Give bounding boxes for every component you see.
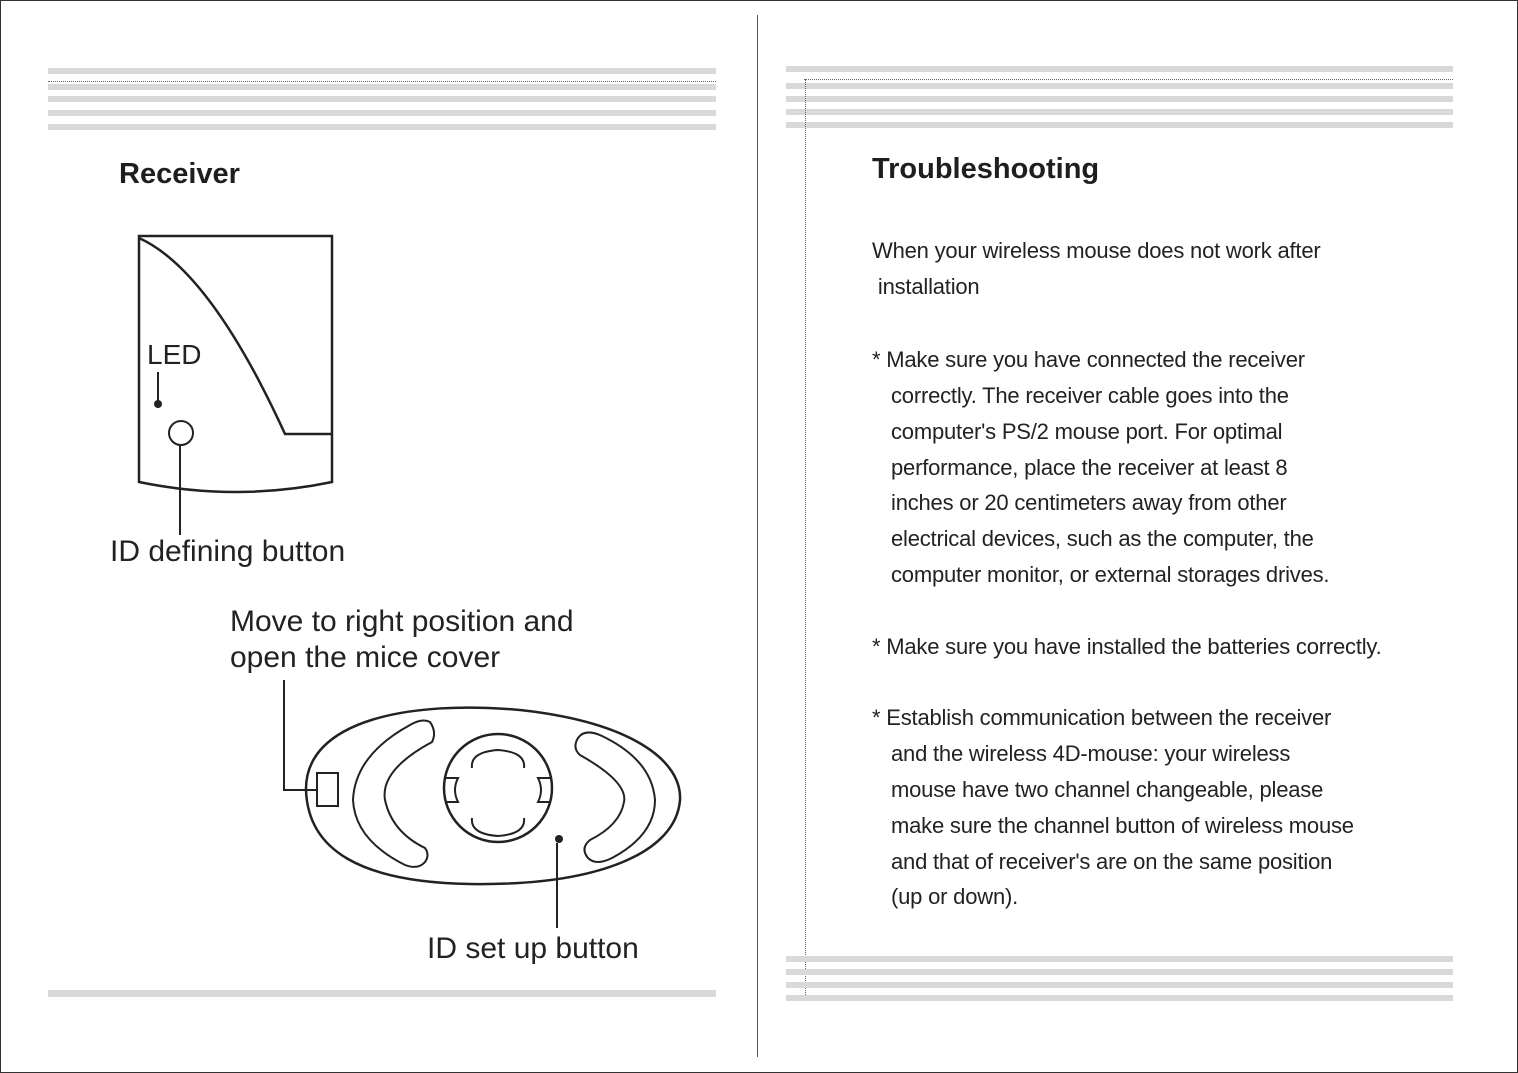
battery-cover-inner-top [472, 750, 524, 768]
id-setup-button-label: ID set up button [427, 932, 639, 965]
item-line: computer's PS/2 mouse port. For optimal [891, 419, 1283, 444]
item-line: electrical devices, such as the computer, the [891, 526, 1314, 551]
item-line: * Establish communication between the receiver [872, 705, 1332, 730]
move-instruction-line1: Move to right position and [230, 605, 574, 638]
receiver-title: Receiver [119, 158, 240, 190]
item-line: (up or down). [891, 884, 1019, 909]
battery-cover-inner-bottom [472, 818, 524, 836]
troubleshooting-title: Troubleshooting [872, 153, 1100, 185]
channel-switch [317, 773, 338, 806]
move-instruction-line2: open the mice cover [230, 641, 501, 674]
item-line: make sure the channel button of wireless mouse [891, 813, 1354, 838]
right-margin-dotted-line [805, 79, 806, 1001]
led-label: LED [147, 339, 202, 370]
item-line: inches or 20 centimeters away from other [891, 490, 1287, 515]
intro-line: When your wireless mouse does not work after [872, 238, 1321, 263]
item-line: correctly. The receiver cable goes into the [891, 383, 1289, 408]
intro-line: installation [872, 274, 980, 299]
right-slot [575, 732, 655, 862]
id-defining-button-circle [169, 421, 193, 445]
item-line: performance, place the receiver at least 8 [891, 455, 1288, 480]
battery-cover-tab-right [538, 778, 550, 802]
item-line: * Make sure you have connected the receiver [872, 347, 1305, 372]
item-line: computer monitor, or external storages drives. [891, 562, 1330, 587]
item-line: and that of receiver's are on the same position [891, 849, 1333, 874]
move-leader-line [284, 680, 317, 790]
led-dot [154, 400, 162, 408]
item-line: mouse have two channel changeable, please [891, 777, 1324, 802]
item-line: and the wireless 4D-mouse: your wireless [891, 741, 1291, 766]
battery-cover-tab-left [446, 778, 458, 802]
receiver-front-curve [139, 238, 332, 434]
item-line: * Make sure you have installed the batteries correctly. [872, 634, 1382, 659]
id-defining-button-label: ID defining button [110, 535, 346, 568]
id-setup-button-dot [555, 835, 563, 843]
left-slot [353, 721, 434, 867]
